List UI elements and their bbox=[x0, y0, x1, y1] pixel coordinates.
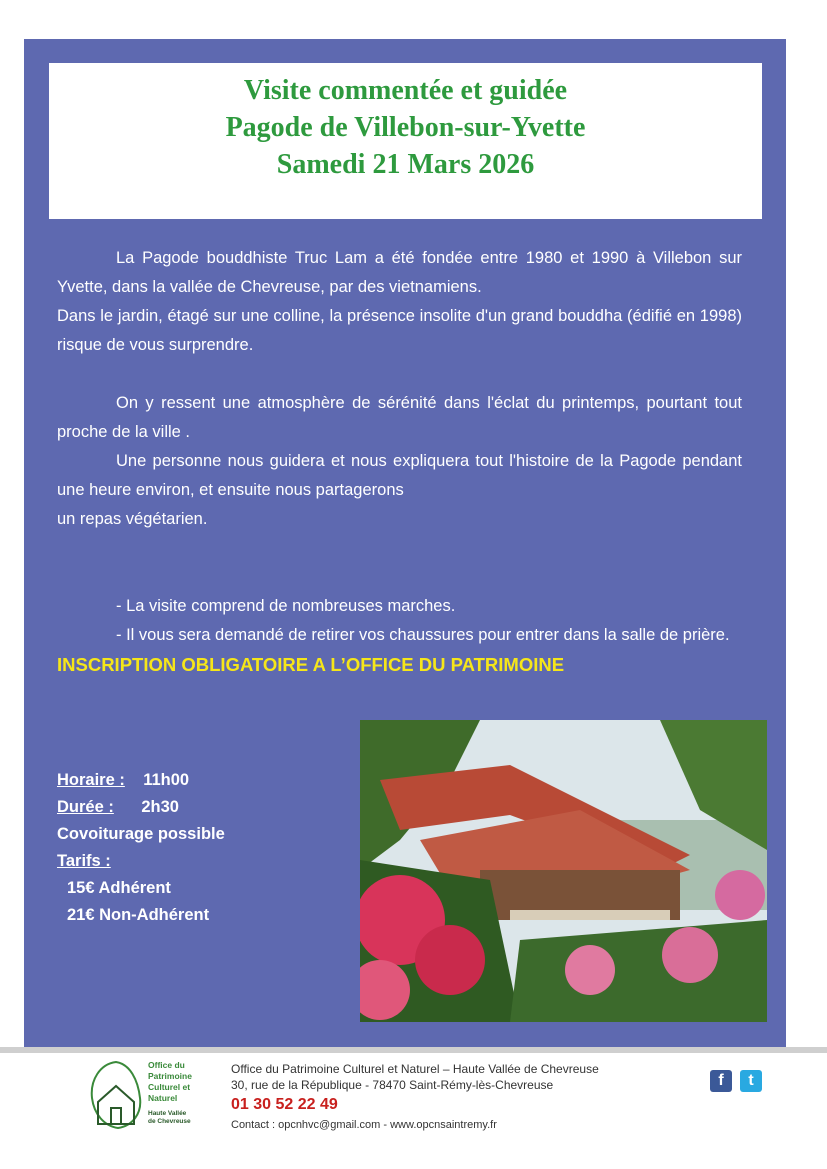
footer-contact bbox=[231, 1061, 599, 1133]
description bbox=[57, 244, 742, 679]
duree-value: 2h30 bbox=[141, 798, 179, 816]
tarifs-label: Tarifs : bbox=[57, 852, 111, 870]
paragraph-meal: un repas végétarien. bbox=[57, 510, 208, 528]
note-shoes: - Il vous sera demandé de retirer vos chaussures pour entrer dans la salle de prière. bbox=[116, 626, 730, 644]
title-box bbox=[49, 63, 762, 219]
facebook-icon[interactable] bbox=[710, 1070, 732, 1092]
facebook-glyph: f bbox=[718, 1072, 724, 1089]
logo-line-5: Haute Vallée bbox=[148, 1110, 187, 1117]
covoiturage: Covoiturage possible bbox=[57, 825, 225, 843]
footer-org: Office du Patrimoine Culturel et Naturel – Haute Vallée de Chevreuse bbox=[231, 1062, 599, 1076]
twitter-glyph: t bbox=[748, 1072, 754, 1089]
title-line-1: Visite commentée et guidée bbox=[243, 75, 568, 106]
paragraph-garden: Dans le jardin, étagé sur une colline, la présence insolite d'un grand bouddha (édifié en 1998) risque de vous surprendre. bbox=[57, 307, 742, 354]
pagoda-illustration bbox=[360, 720, 767, 1022]
event-details bbox=[57, 767, 225, 929]
logo-line-2: Patrimoine bbox=[148, 1071, 192, 1081]
twitter-icon[interactable] bbox=[740, 1070, 762, 1092]
note-steps: - La visite comprend de nombreuses marches. bbox=[116, 597, 456, 615]
paragraph-founding: La Pagode bouddhiste Truc Lam a été fondée entre 1980 et 1990 à Villebon sur Yvette, dans la vallée de Chevreuse, par des vietnamiens. bbox=[57, 249, 742, 296]
inscription-notice: INSCRIPTION OBLIGATOIRE A L’OFFICE DU PATRIMOINE bbox=[57, 654, 565, 675]
paragraph-atmosphere: On y ressent une atmosphère de sérénité dans l'éclat du printemps, pourtant tout proche de la ville . bbox=[57, 394, 742, 441]
logo-line-6: de Chevreuse bbox=[148, 1118, 191, 1125]
title-line-3: Samedi 21 Mars 2026 bbox=[276, 149, 535, 180]
tarif-non-adherent: 21€ Non-Adhérent bbox=[67, 906, 210, 924]
footer-divider bbox=[0, 1047, 827, 1053]
pagoda-photo bbox=[360, 720, 767, 1022]
logo-text bbox=[148, 1060, 192, 1126]
logo-line-4: Naturel bbox=[148, 1093, 178, 1103]
house-tree-logo-icon bbox=[86, 1058, 146, 1132]
duree-label: Durée : bbox=[57, 798, 114, 816]
footer-phone: 01 30 52 22 49 bbox=[231, 1096, 338, 1113]
logo-line-1: Office du bbox=[148, 1060, 185, 1070]
footer-contact-line[interactable]: Contact : opcnhvc@gmail.com - www.opcnsaintremy.fr bbox=[231, 1119, 497, 1131]
tarif-adherent: 15€ Adhérent bbox=[67, 879, 171, 897]
logo-line-3: Culturel et bbox=[148, 1082, 191, 1092]
horaire-label: Horaire : bbox=[57, 771, 125, 789]
title-line-2: Pagode de Villebon-sur-Yvette bbox=[225, 112, 586, 143]
horaire-value: 11h00 bbox=[143, 771, 190, 789]
footer-address: 30, rue de la République - 78470 Saint-Rémy-lès-Chevreuse bbox=[231, 1078, 554, 1092]
paragraph-guide: Une personne nous guidera et nous expliquera tout l'histoire de la Pagode pendant une heure environ, et ensuite nous partagerons bbox=[57, 452, 742, 499]
